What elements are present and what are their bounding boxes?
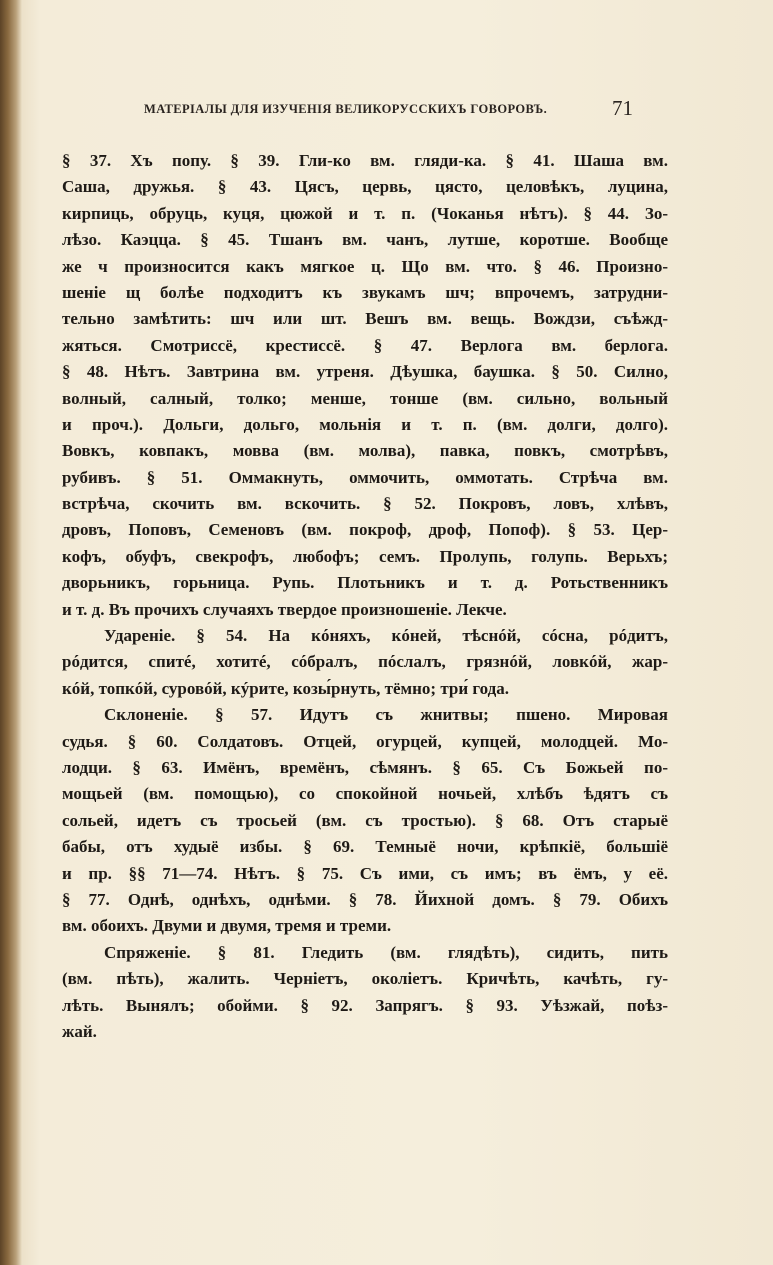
- text-line: лѣть. Вынялъ; обойми. § 92. Запрягъ. § 93. Уѣзжай, поѣз-: [62, 995, 668, 1015]
- text-line: Саша, дружья. § 43. Цясъ, цервь, цясто, целовѣкъ, луцина,: [62, 177, 668, 197]
- text-line: лодци. § 63. Имёнъ, времёнъ, сѣмянъ. § 65. Съ Божьей по-: [62, 757, 668, 777]
- text-line: судья. § 60. Солдатовъ. Отцей, огурцей, купцей, молодцей. Мо-: [62, 731, 668, 751]
- text-line: вм. обоихъ. Двуми и двумя, тремя и треми.: [62, 916, 392, 936]
- text-line: дровъ, Поповъ, Семеновъ (вм. покроф, дроф, Попоф). § 53. Цер-: [62, 520, 668, 540]
- text-line: § 37. Хъ попу. § 39. Гли-ко вм. гляди-ка. § 41. Шаша вм.: [62, 151, 668, 170]
- text-line: Удареніе. § 54. На кóняхъ, кóней, тѣснóй, сóсна, рóдитъ,: [104, 626, 668, 646]
- text-line: § 77. Однѣ, однѣхъ, однѣми. § 78. Йихной домъ. § 79. Обихъ: [62, 889, 668, 909]
- body-text: [62, 148, 668, 1045]
- paragraph-stress: [62, 623, 668, 702]
- book-spine-shadow: [0, 0, 22, 1265]
- text-line: лѣзо. Каэцца. § 45. Тшанъ вм. чанъ, лутше, коротше. Вообще: [62, 230, 668, 250]
- text-line: сольей, идетъ съ тросьей (вм. съ тростью). § 68. Отъ старыё: [62, 810, 668, 830]
- page-number: 71: [612, 96, 633, 120]
- text-line: Спряженіе. § 81. Гледить (вм. глядѣть), сидить, пить: [104, 942, 668, 962]
- text-line: § 48. Нѣтъ. Завтрина вм. утреня. Дѣушка, баушка. § 50. Силно,: [62, 362, 668, 382]
- text-line: шеніе щ болѣе подходитъ къ звукамъ шч; впрочемъ, затрудни-: [62, 282, 668, 302]
- text-line: кофъ, обуфъ, свекрофъ, любофъ; семъ. Пролупь, голупь. Верьхъ;: [62, 546, 668, 566]
- text-line: тельно замѣтить: шч или шт. Вешъ вм. вещь. Вождзи, съѣжд-: [62, 309, 668, 329]
- text-line: и пр. §§ 71—74. Нѣтъ. § 75. Съ ими, съ имъ; въ ёмъ, у её.: [62, 863, 668, 883]
- text-line: Склоненіе. § 57. Идутъ съ жнитвы; пшено. Мировая: [104, 705, 668, 725]
- text-line: же ч произносится какъ мягкое ц. Що вм. что. § 46. Произно-: [62, 256, 668, 276]
- text-line: бабы, отъ худыё избы. § 69. Темныё ночи, крѣпкіё, большіё: [62, 837, 668, 857]
- running-title: МАТЕРІАЛЫ ДЛЯ ИЗУЧЕНІЯ ВЕЛИКОРУССКИХЪ ГОВОРОВЪ.: [144, 102, 548, 116]
- text-line: встрѣча, скочить вм. вскочить. § 52. Покровъ, ловъ, хлѣвъ,: [62, 494, 668, 514]
- text-line: (вм. пѣть), жалить. Черніетъ, околіетъ. Кричѣть, качѣть, гу-: [62, 969, 668, 989]
- text-line: жай.: [62, 1021, 97, 1041]
- text-line: дворьникъ, горьница. Рупь. Плотьникъ и т. д. Ротьственникъ: [62, 573, 668, 593]
- text-line: кирпиць, обруць, куця, цюжой и т. п. (Чоканья нѣтъ). § 44. Зо-: [62, 203, 668, 223]
- text-line: рубивъ. § 51. Оммакнуть, оммочить, оммотать. Стрѣча вм.: [62, 467, 668, 487]
- text-line: волный, салный, толко; менше, тонше (вм. сильно, вольный: [62, 388, 668, 408]
- paragraph-declension: [62, 702, 668, 940]
- text-line: мощьей (вм. помощью), со спокойной ночьей, хлѣбъ ѣдятъ съ: [62, 784, 668, 804]
- text-line: Вовкъ, ковпакъ, мовва (вм. молва), павка, повкъ, смотрѣвъ,: [62, 441, 668, 461]
- text-line: и проч.). Дольги, дольго, мольнія и т. п. (вм. долги, долго).: [62, 414, 668, 434]
- text-line: кóй, топкóй, суровóй, кýрите, козы́рнуть, тёмно; три́ года.: [62, 678, 510, 698]
- text-line: жяться. Смотриссё, крестиссё. § 47. Верлога вм. берлога.: [62, 335, 668, 355]
- text-line: рóдится, спитé, хотитé, сóбралъ, пóслалъ, грязнóй, ловкóй, жар-: [62, 652, 668, 672]
- paragraph-phonetics: [62, 148, 668, 623]
- text-line: и т. д. Въ прочихъ случаяхъ твердое произношеніе. Лекче.: [62, 599, 507, 619]
- paragraph-conjugation: [62, 940, 668, 1046]
